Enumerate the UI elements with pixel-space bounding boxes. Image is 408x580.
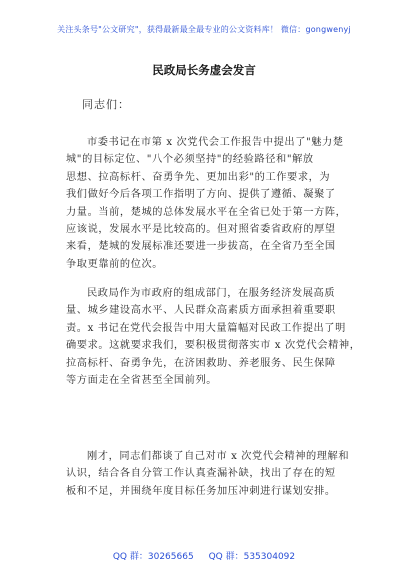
paragraph-line: 拉高标杆、奋勇争先，在济困救助、养老服务、民生保障 [66, 357, 336, 369]
salutation: 同志们： [82, 98, 130, 111]
paragraph-line: 思想、拉高标杆、奋勇争先、更加出彩"的工作要求，为 [66, 171, 331, 183]
footer-qq-group-2: QQ 群：535304092 [208, 552, 296, 562]
paragraph-line: 民政局作为市政府的组成部门，在服务经济发展高质 [87, 288, 336, 299]
paragraph-line: 争取更靠前的位次。 [66, 258, 164, 270]
paragraph-line: 力量。当前，楚城的总体发展水平在全省已处于第一方阵， [66, 206, 347, 218]
paragraph-line: 确要求。这就要求我们，要积极贯彻落实市 x 次党代会精神， [66, 340, 361, 352]
paragraph-line: 等方面走在全省甚至全国前列。 [66, 375, 218, 387]
paragraph-line: 来看，楚城的发展标准还要进一步拔高，在全省乃至全国 [66, 241, 336, 253]
paragraph-line: 刚才，同志们都谈了自己对市 x 次党代会精神的理解和 [87, 451, 350, 462]
paragraph-line: 板和不足，并围绕年度目标任务加压冲刺进行谋划安排。 [66, 485, 336, 497]
footer [0, 549, 408, 562]
paragraph-2 [66, 285, 361, 389]
paragraph-line: 我们做好今后各项工作指明了方向、提供了遵循、凝聚了 [66, 189, 336, 201]
page-title: 民政局长务虚会发言 [152, 63, 256, 77]
paragraph-line: 量、城乡建设高水平、人民群众高素质方面承担着重要职 [66, 305, 336, 317]
paragraph-line: 应该说，发展水平是比较高的。但对照省委省政府的厚望 [66, 224, 336, 236]
paragraph-line: 城"的目标定位、"八个必须坚持"的经验路径和"解放 [66, 154, 314, 166]
header-note: 关注头条号"公文研究"，获得最新最全最专业的公文资料库！ 微信：gongwenyj [57, 25, 351, 34]
paragraph-line: 市委书记在市第 x 次党代会工作报告中提出了"魅力楚 [87, 137, 344, 148]
paragraph-1 [66, 134, 347, 273]
footer-qq-group-1: QQ 群：30265665 [112, 552, 194, 562]
paragraph-line: 责。x 书记在党代会报告中用大量篇幅对民政工作提出了明 [66, 322, 346, 334]
paragraph-3 [66, 448, 350, 500]
paragraph-line: 认识，结合各自分管工作认真查漏补缺，找出了存在的短 [66, 468, 336, 480]
